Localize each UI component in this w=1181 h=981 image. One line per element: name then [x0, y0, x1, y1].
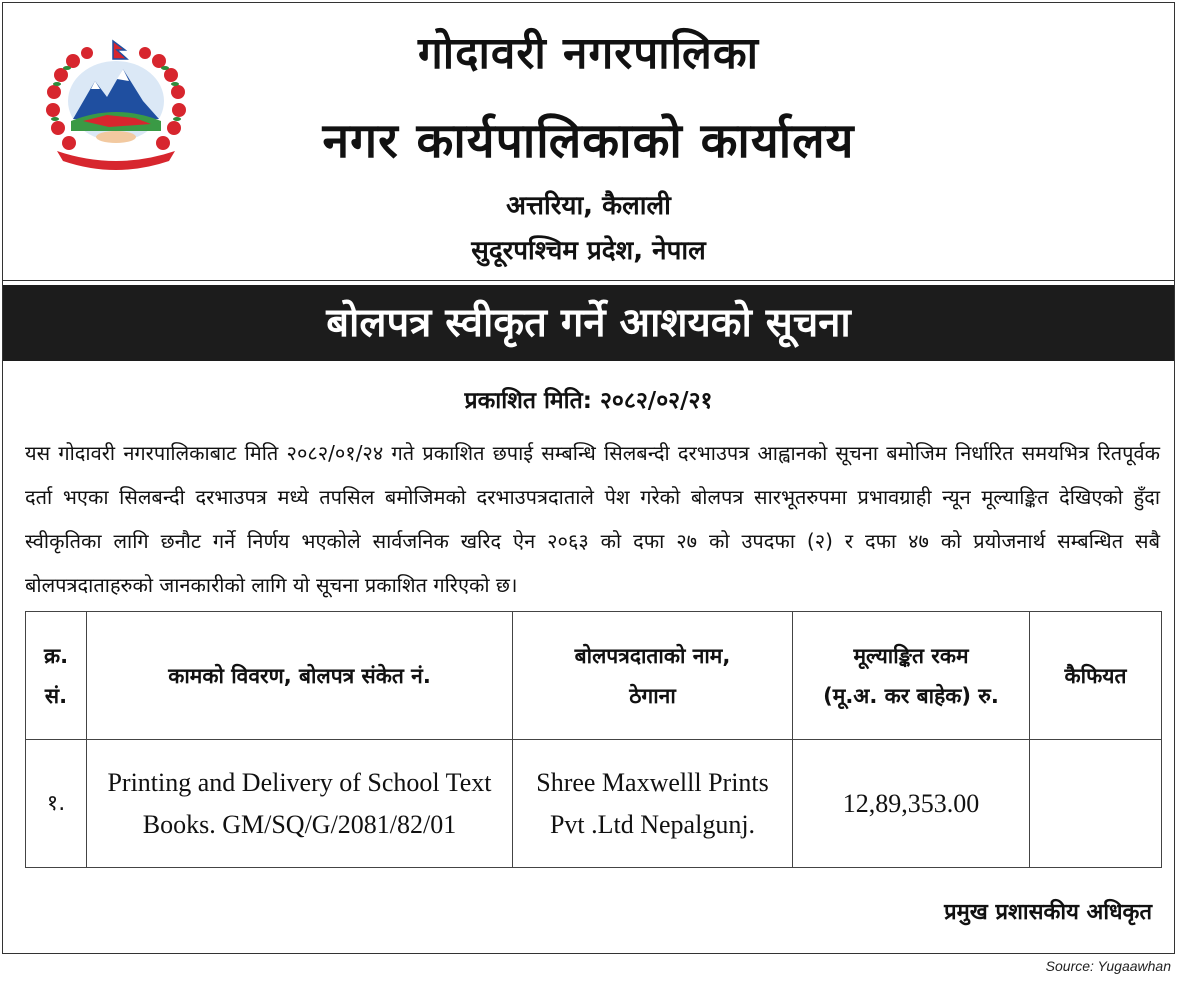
header-bidder-line1: बोलपत्रदाताको नाम,	[574, 643, 731, 668]
cell-work-line1: Printing and Delivery of School Text	[107, 767, 492, 797]
cell-work-description	[87, 740, 513, 868]
header-amount	[793, 612, 1030, 740]
header-serial-line1: क्र.	[43, 643, 69, 668]
header-bidder	[513, 612, 793, 740]
header-serial-line2: सं.	[44, 683, 68, 708]
header-divider	[3, 280, 1174, 281]
header-serial	[26, 612, 87, 740]
cell-amount: 12,89,353.00	[793, 740, 1030, 868]
notice-title-banner: बोलपत्र स्वीकृत गर्ने आशयको सूचना	[3, 285, 1174, 361]
municipality-name: गोदावरी नगरपालिका	[417, 28, 760, 79]
address-city: अत्तरिया, कैलाली	[506, 191, 671, 221]
header-amount-line1: मूल्याङ्कित रकम	[853, 643, 969, 668]
bid-evaluation-table	[25, 611, 1162, 868]
cell-work-line2: Books. GM/SQ/G/2081/82/01	[142, 809, 457, 839]
signatory-title: प्रमुख प्रशासकीय अधिकृत	[944, 900, 1152, 925]
notice-document	[2, 2, 1175, 954]
cell-bidder-line2: Pvt .Ltd Nepalgunj.	[549, 809, 756, 839]
header-work-description: कामको विवरण, बोलपत्र संकेत नं.	[87, 612, 513, 740]
header-remarks: कैफियत	[1030, 612, 1162, 740]
notice-body-paragraph: यस गोदावरी नगरपालिकाबाट मिति २०८२/०१/२४ गते प्रकाशित छपाई सम्बन्धि सिलबन्दी दरभाउपत्र आह्वानको सूचना बमोजिम निर्धारित समयभित्र रितपूर्वक दर्ता भएका सिलबन्दी दरभाउपत्र मध्ये तपसिल बमोजिमको दरभाउपत्रदाताले पेश गरेको बोलपत्र सारभूतरुपमा प्रभावग्राही न्यून मूल्याङ्कित देखिएको हुँदा स्वीकृतिका लागि छनौट गर्ने निर्णय भएकोले सार्वजनिक खरिद ऐन २०६३ को दफा २७ को उपदफा (२) र दफा ४७ को प्रयोजनार्थ सम्बन्धित सबै बोलपत्रदाताहरुको जानकारीको लागि यो सूचना प्रकाशित गरिएको छ।	[25, 441, 1160, 597]
header-bidder-line2: ठेगाना	[629, 683, 676, 708]
address-province: सुदूरपश्चिम प्रदेश, नेपाल	[471, 236, 706, 266]
office-name: नगर कार्यपालिकाको कार्यालय	[322, 113, 855, 169]
table-row	[26, 740, 1162, 868]
header-amount-line2: (मू.अ. कर बाहेक) रु.	[823, 683, 999, 708]
source-credit: Source: Yugaawhan	[1045, 958, 1171, 974]
cell-bidder	[513, 740, 793, 868]
cell-serial: १.	[26, 740, 87, 868]
cell-bidder-line1: Shree Maxwelll Prints	[536, 767, 769, 797]
published-date: प्रकाशित मिति: २०८२/०२/२१	[464, 388, 713, 414]
cell-remarks	[1030, 740, 1162, 868]
table-header-row	[26, 612, 1162, 740]
